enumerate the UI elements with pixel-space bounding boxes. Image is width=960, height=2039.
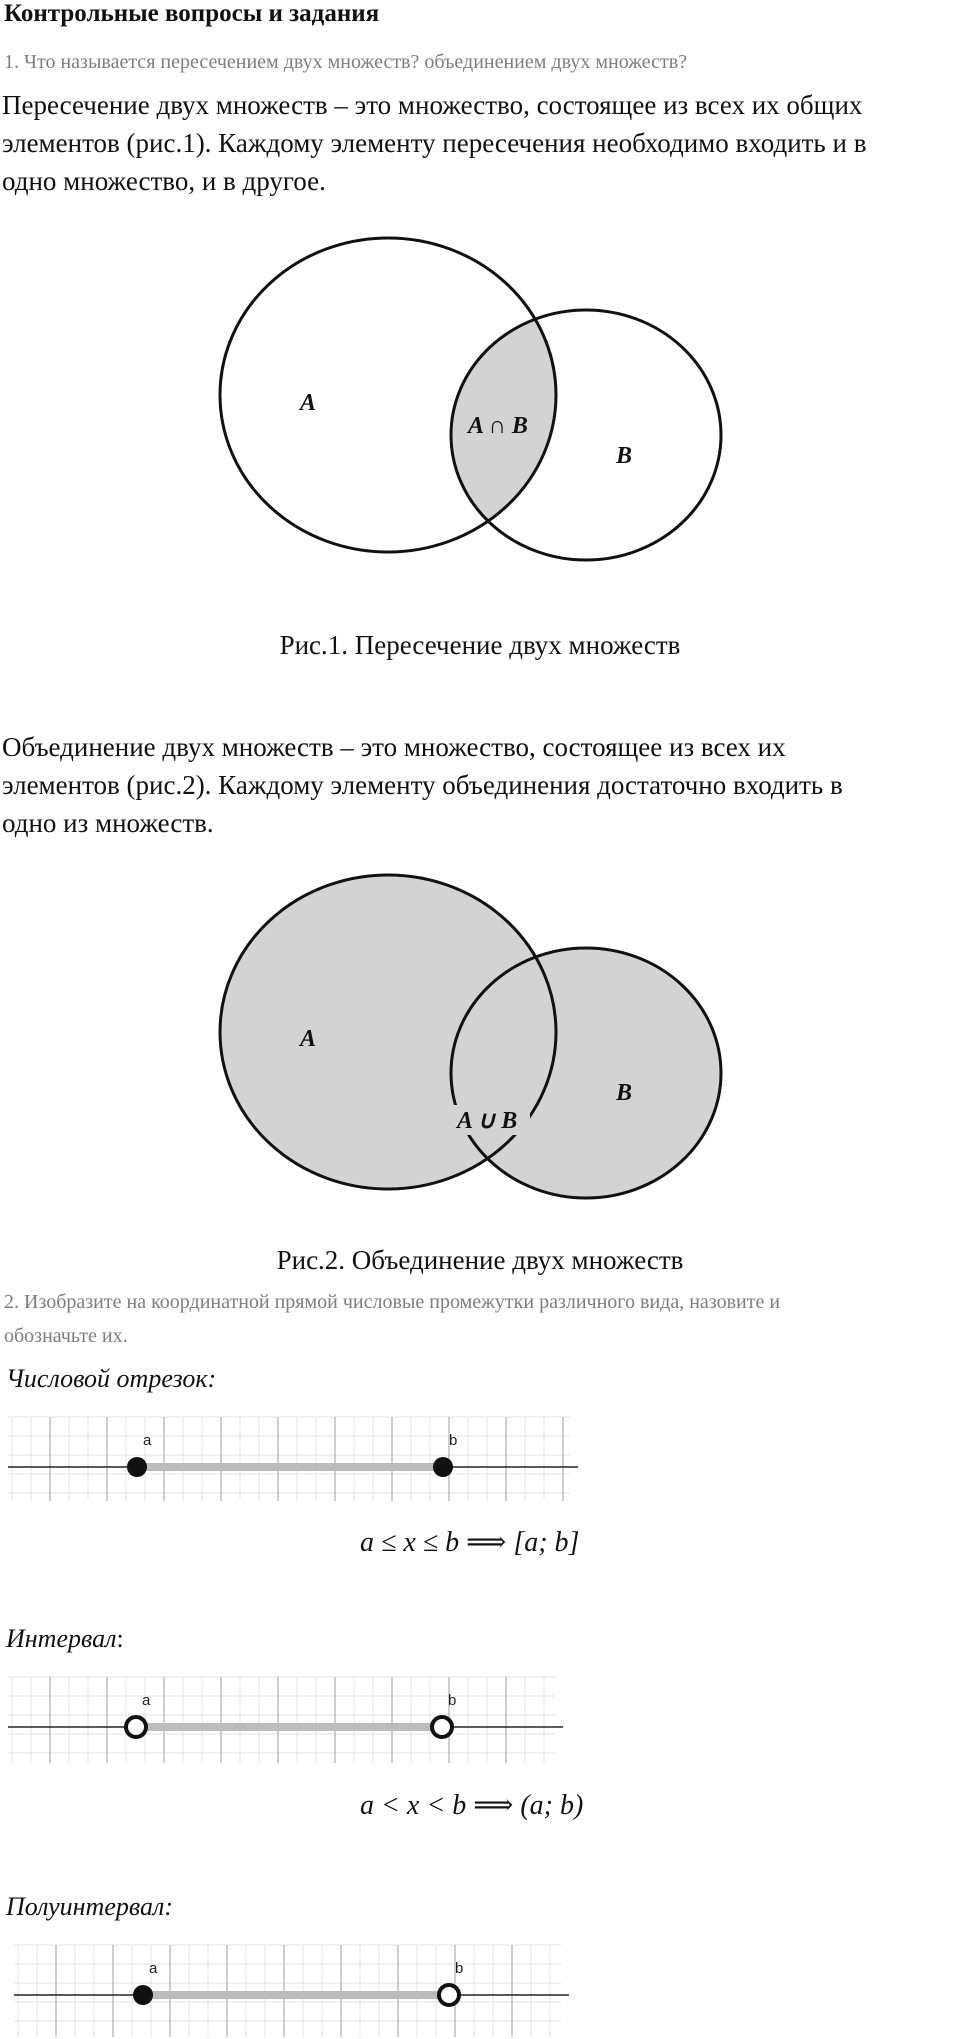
implies-arrow: ⟹ <box>473 1790 514 1821</box>
endpoint-a <box>127 1457 147 1477</box>
endpoint-b <box>432 1717 452 1737</box>
intersection-label: A ∩ B <box>468 413 528 439</box>
interval-colon: : <box>116 1624 124 1653</box>
endpoint-a <box>126 1717 146 1737</box>
set-a-label: A <box>300 1026 317 1052</box>
segment-number-line <box>8 1415 578 1505</box>
set-b-label: B <box>616 443 633 469</box>
grid <box>8 1417 570 1501</box>
question-2 <box>4 1285 959 1353</box>
union-label: A ∪ B <box>457 1108 518 1134</box>
intersection-venn-diagram <box>0 220 960 580</box>
union-definition <box>2 728 952 842</box>
interval-notation: (a; b) <box>520 1790 584 1821</box>
intersection-line-2: элементов (рис.1). Каждому элементу пересечения необходимо входить и в <box>2 128 867 158</box>
interval-inequality: a < x < b <box>360 1790 467 1821</box>
union-venn-diagram <box>0 860 960 1220</box>
point-a-label: a <box>142 1692 151 1709</box>
question-2-line-2: обозначьте их. <box>4 1325 128 1347</box>
endpoint-b <box>439 1985 459 2005</box>
union-line-3: одно из множеств. <box>2 808 214 838</box>
intersection-definition <box>2 86 952 200</box>
point-b-label: b <box>448 1692 457 1709</box>
set-a-label: A <box>300 390 317 416</box>
union-line-2: элементов (рис.2). Каждому элементу объединения достаточно входить в <box>2 770 843 800</box>
point-a-label: a <box>149 1960 158 1977</box>
figure-2-caption: Рис.2. Объединение двух множеств <box>276 1245 684 1275</box>
point-b-label: b <box>455 1960 464 1977</box>
intersection-line-3: одно множество, и в другое. <box>2 166 326 196</box>
segment-notation: [a; b] <box>513 1527 580 1558</box>
interval-title: Интервал <box>6 1624 117 1653</box>
union-line-1: Объединение двух множеств – это множество, состоящее из всех их <box>2 732 786 762</box>
interval-heading <box>6 1624 124 1654</box>
question-1: 1. Что называется пересечением двух множеств? объединением двух множеств? <box>4 51 688 73</box>
endpoint-b <box>433 1457 453 1477</box>
point-a-label: a <box>143 1432 152 1449</box>
figure-1-caption: Рис.1. Пересечение двух множеств <box>279 630 681 660</box>
segment-formula <box>360 1525 579 1559</box>
half-interval-number-line <box>14 1943 569 2039</box>
question-2-line-1: 2. Изобразите на координатной прямой числовые промежутки различного вида, назовите и <box>4 1291 781 1313</box>
half-interval-title: Полуинтервал: <box>6 1892 173 1921</box>
endpoint-a <box>133 1985 153 2005</box>
segment-inequality: a ≤ x ≤ b <box>360 1527 460 1558</box>
set-b-label: B <box>616 1080 633 1106</box>
grid <box>8 1677 555 1763</box>
point-b-label: b <box>449 1432 458 1449</box>
interval-formula <box>360 1788 583 1822</box>
intersection-line-1: Пересечение двух множеств – это множество, состоящее из всех их общих <box>2 90 863 120</box>
interval-number-line <box>8 1675 563 1765</box>
implies-arrow: ⟹ <box>466 1527 507 1558</box>
section-heading: Контрольные вопросы и задания <box>4 0 380 27</box>
segment-title: Числовой отрезок: <box>6 1364 217 1393</box>
